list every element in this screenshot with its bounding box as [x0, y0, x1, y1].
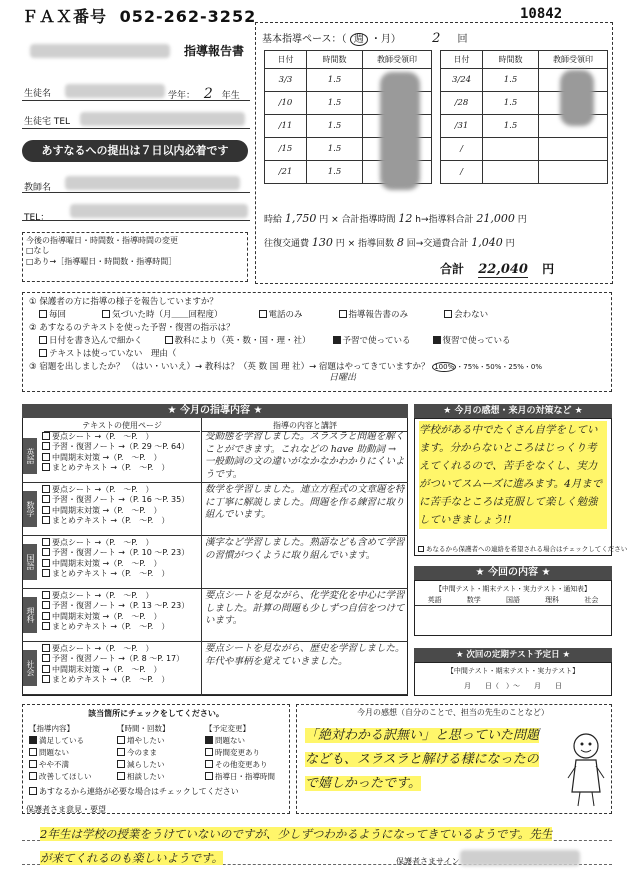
log-hours: 1.5 — [307, 138, 363, 161]
text-usage-item[interactable] — [42, 612, 200, 622]
pct-75[interactable]: 75% — [463, 363, 479, 371]
log-hours: 1.5 — [483, 69, 539, 92]
schedule-exists[interactable]: □あり→［指導曜日・時間数・指導時間］ — [26, 256, 177, 266]
base-pace-label: 基本指導ペース：（ — [262, 34, 347, 45]
q1-option[interactable] — [259, 309, 303, 322]
check-option-label: 改善してほしい — [39, 772, 92, 781]
text-usage-label: 中間期末対策 →（P. 〜P. ） — [52, 558, 162, 568]
row-divider — [22, 641, 408, 642]
exam-subject: 数学 — [454, 595, 493, 606]
text-usage-label: まとめテキスト →（P. 〜P. ） — [52, 569, 170, 579]
section-impression-title: 今月の感想・来月の対策など — [454, 406, 572, 416]
redacted-student-name — [65, 84, 165, 98]
log-header-date: 日付 — [441, 51, 483, 69]
text-usage-label: 中間期末対策 →（P. 〜P. ） — [52, 664, 162, 674]
checkbox[interactable] — [205, 760, 213, 768]
checkbox[interactable] — [29, 748, 37, 756]
mascot-icon — [566, 730, 606, 810]
question-1-options — [29, 309, 605, 322]
text-usage-item[interactable] — [42, 548, 200, 558]
impression-text: 学校がある中でたくさん自学をしています。分からないところはじっくり考えてくれるので、苦手をなくし、実力がついてスムーズに進みます。4月までに苦手なところは克服して楽しく勉強していきましょう!! — [419, 421, 607, 529]
base-pace-count: 2 — [432, 31, 441, 46]
check-option-label: 相談したい — [127, 772, 165, 781]
subject-comment: 数学を学習しました。連立方程式の文章題を特に丁寧に解説しました。問題を作る練習に取り組んでいます。 — [205, 484, 405, 520]
checkbox[interactable] — [42, 495, 50, 503]
log-date: / — [441, 138, 483, 161]
fax-header — [22, 4, 256, 27]
times-label: 円 × 指導回数 — [335, 239, 395, 249]
checkbox[interactable] — [42, 559, 50, 567]
section-this-month: ★ 今月の指導内容 ★ — [22, 404, 408, 418]
student-tel-label: 生徒宅 TEL — [24, 117, 71, 127]
column-divider — [201, 418, 202, 696]
yen: 円 — [517, 215, 527, 225]
q1-option[interactable] — [39, 309, 66, 322]
checkbox[interactable] — [29, 772, 37, 780]
text-usage-item[interactable] — [42, 591, 200, 601]
checkbox[interactable] — [42, 506, 50, 514]
subject-label: 英語 — [23, 438, 37, 474]
underline — [22, 220, 250, 221]
text-usage-label: まとめテキスト →（P. 〜P. ） — [52, 622, 170, 632]
exam-subject-table — [415, 595, 611, 628]
q2-option-5-label: テキストは使っていない 理由（ — [49, 349, 177, 359]
question-1-text: 保護者の方に指導の様子を報告していますか？ — [39, 297, 218, 307]
log-hours: 1.5 — [307, 161, 363, 184]
subject-comment: 要点シートを見ながら、歴史を学習しました。年代や事柄を覚えていきました。 — [205, 643, 405, 667]
transport-total: 1,040 — [471, 236, 503, 249]
check-column — [205, 723, 283, 783]
fee-line — [264, 212, 527, 225]
log-header-date: 日付 — [265, 51, 307, 69]
parent-sign-label: 保護者さまサイン — [396, 857, 460, 866]
q2-option-label: 予習で使っている — [342, 336, 411, 346]
log-row — [441, 138, 608, 161]
q2-option[interactable] — [433, 335, 511, 348]
fee-total: 21,000 — [476, 212, 515, 225]
checkbox[interactable] — [42, 675, 50, 683]
text-usage-label: 要点シート →（P. 〜P. ） — [52, 432, 154, 441]
checkbox[interactable] — [42, 569, 50, 577]
row-divider — [22, 694, 408, 695]
checkbox[interactable] — [205, 772, 213, 780]
log-hours — [483, 138, 539, 161]
check-option-label: 今のまま — [127, 748, 157, 757]
checkbox[interactable] — [42, 591, 50, 599]
impression-check[interactable] — [418, 544, 627, 553]
parent-comment-label: 保護者さま意見・要望 — [26, 805, 106, 814]
transport-value: 130 — [311, 236, 333, 249]
text-usage-list — [42, 591, 200, 633]
redacted-seal-left — [380, 72, 420, 190]
text-usage-item[interactable] — [42, 622, 200, 632]
schedule-box — [22, 232, 248, 282]
text-usage-item[interactable] — [42, 665, 200, 675]
row-divider — [22, 535, 408, 536]
log-seal — [539, 161, 608, 184]
underline — [22, 100, 250, 101]
check-option[interactable] — [205, 759, 283, 771]
question-3: ③ 宿題を出しましたか？ （はい・いいえ）→ 教科は？（英 数 国 理 社）→ 宿題はやってきていますか？ 100% ・75%・50%・25%・0% — [29, 362, 543, 372]
yen: 円 — [505, 239, 515, 249]
q2-option[interactable] — [39, 335, 143, 348]
grade-label-text: 学年： — [168, 91, 196, 101]
log-header-seal: 教師受領印 — [539, 51, 608, 69]
text-usage-item[interactable] — [42, 654, 200, 664]
log-hours — [483, 161, 539, 184]
q2-option-5[interactable] — [29, 348, 605, 361]
base-pace-week: 週 — [350, 33, 368, 46]
text-usage-item[interactable] — [42, 442, 200, 452]
check-option[interactable] — [29, 759, 107, 771]
checkbox[interactable] — [42, 654, 50, 662]
base-pace-unit: 回 — [457, 34, 468, 45]
section-next-exam: ★ 次回の定期テスト予定日 ★ — [414, 648, 612, 662]
text-usage-label: 中間期末対策 →（P. 〜P. ） — [52, 452, 162, 462]
check-option-label: 指導日・指導時間 — [215, 772, 275, 781]
redacted-parent-sign — [460, 850, 580, 866]
log-header-seal: 教師受領印 — [363, 51, 432, 69]
exam-subject: 国語 — [493, 595, 532, 606]
checkbox[interactable] — [117, 736, 125, 744]
text-usage-item[interactable] — [42, 506, 200, 516]
check-option[interactable] — [117, 759, 195, 771]
check-option[interactable] — [29, 747, 107, 759]
text-usage-list — [42, 485, 200, 527]
text-usage-label: 要点シート →（P. 〜P. ） — [52, 538, 154, 547]
check-option-label: その他変更あり — [215, 760, 268, 769]
impression-check-label: あなるから保護者への連絡を希望される場合はチェックしてください — [426, 545, 628, 553]
q3-pct: 100% ・75%・50%・25%・0% — [434, 363, 543, 371]
check-column — [29, 723, 107, 783]
checkbox[interactable] — [29, 760, 37, 768]
checkbox[interactable] — [117, 748, 125, 756]
question-2-text: あすなるのテキストを使った予習・復習の指示は？ — [39, 323, 235, 333]
text-usage-label: 予習・復習ノート →（P. 16 〜P. 35） — [52, 495, 190, 505]
row-divider — [22, 482, 408, 483]
text-col-header: テキストの使用ページ — [44, 420, 200, 432]
text-usage-item[interactable] — [42, 516, 200, 526]
log-hours: 1.5 — [307, 92, 363, 115]
q1-option-label: 電話のみ — [268, 310, 303, 320]
underline — [22, 192, 250, 193]
subject-comment: 要点シートを見ながら、化学変化を中心に学習しました。計算の問題も少しずつ自信をつけています。 — [205, 590, 405, 626]
schedule-title: 今後の指導曜日・時間数・指導時間の変更 — [26, 236, 178, 245]
text-usage-list — [42, 644, 200, 686]
base-pace — [262, 30, 468, 46]
check-option-label: 満足している — [39, 736, 84, 745]
times-value: 8 — [396, 236, 404, 249]
subject-label: 数学 — [23, 491, 37, 527]
grade-value: 2 — [203, 86, 213, 102]
fax-label: ＦＡＸ番号 — [22, 7, 108, 26]
check-option[interactable] — [117, 747, 195, 759]
grand-label: 合計 — [440, 262, 465, 276]
impression-box — [414, 418, 612, 556]
checkbox[interactable] — [42, 453, 50, 461]
text-usage-label: まとめテキスト →（P. 〜P. ） — [52, 463, 170, 473]
text-usage-label: 要点シート →（P. 〜P. ） — [52, 485, 154, 494]
check-column-title: 【指導内容】 — [29, 724, 74, 733]
times-unit: 回→交通費合計 — [406, 239, 469, 249]
checkbox[interactable] — [117, 760, 125, 768]
text-usage-label: 要点シート →（P. 〜P. ） — [52, 644, 154, 653]
check-option[interactable] — [117, 771, 195, 783]
checkbox[interactable] — [42, 665, 50, 673]
q1-option[interactable] — [339, 309, 409, 322]
check-option-label: 減らしたい — [127, 760, 165, 769]
check-contact[interactable] — [29, 786, 283, 797]
text-usage-label: 予習・復習ノート →（P. 8 〜P. 17） — [52, 654, 185, 664]
redacted-student-tel — [80, 112, 245, 126]
subject-comment: 漢字など学習しました。熟語なども含めて学習の習慣がつくように取り組んでいます。 — [205, 537, 405, 561]
grand-total-line — [440, 260, 554, 277]
underline — [22, 128, 250, 129]
check-option[interactable] — [205, 771, 283, 783]
student-name-label: 生徒名 — [24, 89, 52, 99]
total-hours-value: 12 — [398, 212, 413, 225]
check-box — [22, 704, 290, 814]
exam-labels: 【中間テスト・期末テスト・実力テスト・通知表】 — [435, 585, 591, 593]
log-row — [441, 161, 608, 184]
subject-comment: 受動態を学習しました。スラスラと問題を解くことができます。これなどの have 助動詞 → 一般動詞の文の違いがなかなかわかりにくいようです。 — [205, 431, 405, 480]
checkbox[interactable] — [205, 748, 213, 756]
log-date: 3/3 — [265, 69, 307, 92]
text-usage-item[interactable] — [42, 601, 200, 611]
text-usage-item[interactable] — [42, 485, 200, 495]
checkbox[interactable] — [205, 736, 213, 744]
total-hours-label: 円 × 合計指導時間 — [319, 215, 396, 225]
question-2: ② あすなるのテキストを使った予習・復習の指示は？ — [29, 323, 235, 333]
text-usage-item[interactable] — [42, 463, 200, 473]
check-columns — [29, 723, 283, 783]
section-impression: ★ 今月の感想・来月の対策など ★ — [414, 404, 612, 418]
q2-option-label: 復習で使っている — [442, 336, 511, 346]
exam-subject: 理科 — [533, 595, 572, 606]
text-usage-label: 中間期末対策 →（P. 〜P. ） — [52, 505, 162, 515]
base-pace-month: ・月） — [370, 34, 401, 45]
text-usage-item[interactable] — [42, 675, 200, 685]
grade-suffix: 年生 — [221, 91, 240, 101]
checkbox[interactable] — [42, 538, 50, 546]
grand-total: 22,040 — [478, 262, 528, 277]
redacted-seal-right — [560, 70, 594, 126]
next-exam-box — [414, 662, 612, 696]
text-usage-item[interactable] — [42, 495, 200, 505]
log-date: /15 — [265, 138, 307, 161]
subject-label: 国語 — [23, 544, 37, 580]
checkbox[interactable] — [42, 432, 50, 440]
pct-100[interactable]: 100% — [434, 363, 455, 371]
check-option-label: 増やしたい — [127, 736, 165, 745]
transport-label: 往復交通費 — [264, 239, 310, 249]
text-usage-label: 要点シート →（P. 〜P. ） — [52, 591, 154, 600]
q2-option-label: 教科により（英・数・国・理・社） — [174, 336, 311, 346]
this-month-q: 今月の感想（自分のことで、担当の先生のことなど） — [357, 708, 549, 717]
log-date: /28 — [441, 92, 483, 115]
checkbox[interactable] — [42, 644, 50, 652]
log-hours: 1.5 — [307, 115, 363, 138]
log-date: 3/24 — [441, 69, 483, 92]
check-contact-label: あすなるから連絡が必要な場合はチェックしてください — [39, 787, 239, 796]
question-1: ① 保護者の方に指導の様子を報告していますか？ — [29, 297, 218, 307]
redacted-teacher-name — [65, 176, 240, 190]
q1-option-label: 毎回 — [49, 310, 67, 320]
text-usage-label: まとめテキスト →（P. 〜P. ） — [52, 516, 170, 526]
q1-option[interactable] — [444, 309, 488, 322]
question-3-options: （はい・いいえ）→ 教科は？（英 数 国 理 社）→ 宿題はやってきていますか？ — [127, 362, 430, 372]
checkbox[interactable] — [29, 736, 37, 744]
pct-0[interactable]: 0% — [530, 363, 543, 371]
check-column — [117, 723, 195, 783]
q1-option-label: 会わない — [454, 310, 489, 320]
pct-25[interactable]: 25% — [508, 363, 524, 371]
fee-label: h→指導料合計 — [415, 215, 474, 225]
next-exam-date: 月 日（ ）〜 月 日 — [464, 682, 562, 690]
check-column-title: 【時間・回数】 — [117, 724, 170, 733]
check-option-label: 問題ない — [39, 748, 69, 757]
check-option-label: やや不満 — [39, 760, 69, 769]
checkbox[interactable] — [42, 463, 50, 471]
log-date: /21 — [265, 161, 307, 184]
q2-option[interactable] — [165, 335, 311, 348]
q2-option-label: 日付を書き込んで細かく — [49, 336, 143, 346]
schedule-none[interactable]: □なし — [26, 246, 50, 256]
student-comment-text: 「絶対わかる訳無い」と思っていた問題なども、スラスラと解ける様になったので嬉しかったです。 — [305, 728, 540, 791]
next-exam-labels: 【中間テスト・期末テスト・実力テスト】 — [446, 667, 580, 675]
section-next-month: ★ 今回の内容 ★ — [414, 566, 612, 580]
q1-option-label: 気づいた時（月＿＿回程度） — [112, 310, 223, 320]
text-usage-item[interactable] — [42, 559, 200, 569]
text-usage-label: 予習・復習ノート →（P. 13 〜P. 23） — [52, 601, 190, 611]
section-this-month-title: 今月の指導内容 — [180, 405, 250, 416]
log-seal — [539, 138, 608, 161]
q3-note: 日曜出 — [329, 373, 357, 383]
text-usage-item[interactable] — [42, 432, 200, 442]
text-usage-item[interactable] — [42, 644, 200, 654]
checkbox[interactable] — [42, 516, 50, 524]
check-title: 該当箇所にチェックをしてください。 — [88, 709, 224, 718]
student-comment — [297, 720, 611, 796]
check-option[interactable] — [29, 771, 107, 783]
question-3-text: 宿題を出しましたか？ — [39, 362, 125, 372]
rate-value: 1,750 — [284, 212, 317, 225]
content-col-header: 指導の内容と講評 — [202, 420, 408, 432]
questions-box — [22, 292, 612, 392]
log-hours: 1.5 — [307, 69, 363, 92]
exam-results-box — [414, 580, 612, 636]
checkbox[interactable] — [42, 601, 50, 609]
log-header-hours: 時間数 — [483, 51, 539, 69]
text-usage-label: 予習・復習ノート →（P. 10 〜P. 23） — [52, 548, 190, 558]
text-usage-label: まとめテキスト →（P. 〜P. ） — [52, 675, 170, 685]
log-hours: 1.5 — [483, 115, 539, 138]
text-usage-list — [42, 538, 200, 580]
subject-label: 社会 — [23, 650, 37, 686]
exam-subject: 社会 — [572, 595, 611, 606]
log-hours: 1.5 — [483, 92, 539, 115]
text-usage-item[interactable] — [42, 453, 200, 463]
log-date: /10 — [265, 92, 307, 115]
log-date: /31 — [441, 115, 483, 138]
checkbox[interactable] — [42, 548, 50, 556]
exam-subject: 英語 — [415, 595, 454, 606]
q2-option[interactable] — [333, 335, 411, 348]
teacher-name-label: 教師名 — [24, 183, 52, 193]
q1-option[interactable] — [102, 309, 223, 322]
checkbox[interactable] — [42, 485, 50, 493]
checkbox[interactable] — [42, 612, 50, 620]
student-comment-box — [296, 704, 612, 814]
check-option-label: 問題ない — [215, 736, 245, 745]
teacher-tel-label: TEL： — [24, 213, 50, 223]
notice-banner: あすなるへの提出は７日以内必着です — [22, 140, 248, 162]
pct-50[interactable]: 50% — [485, 363, 502, 371]
log-date: /11 — [265, 115, 307, 138]
check-column-title: 【予定変更】 — [205, 724, 250, 733]
check-option[interactable] — [117, 735, 195, 747]
fax-number: 052-262-3252 — [119, 7, 257, 26]
serial-number: 10842 — [520, 6, 563, 22]
text-usage-item[interactable] — [42, 569, 200, 579]
text-usage-label: 中間期末対策 →（P. 〜P. ） — [52, 611, 162, 621]
check-option-label: 時間変更あり — [215, 748, 260, 757]
q1-option-label: 指導報告書のみ — [348, 310, 409, 320]
doc-title: 指導報告書 — [184, 44, 245, 58]
yen: 円 — [542, 262, 555, 276]
check-option[interactable] — [205, 735, 283, 747]
next-month-title: 今回の内容 — [488, 567, 538, 578]
row-divider — [22, 588, 408, 589]
log-date: / — [441, 161, 483, 184]
next-exam-title: 次回の定期テスト予定日 — [466, 650, 560, 660]
text-usage-label: 予習・復習ノート →（P. 29 〜P. 64） — [52, 442, 190, 452]
redacted-header-name — [30, 44, 170, 58]
log-header-hours: 時間数 — [307, 51, 363, 69]
check-option[interactable] — [205, 747, 283, 759]
transport-line — [264, 236, 515, 249]
parent-comment-text: 2年生は学校の授業をうけていないのですが、少しずつわかるようになってきているようです。先生が来てくれるのも楽しいようです。 — [40, 827, 553, 865]
text-usage-item[interactable] — [42, 538, 200, 548]
text-usage-list — [42, 432, 200, 474]
subject-label: 理科 — [23, 597, 37, 633]
question-2-options — [29, 335, 605, 348]
redacted-teacher-tel — [70, 204, 248, 218]
checkbox[interactable] — [42, 622, 50, 630]
check-option[interactable] — [29, 735, 107, 747]
rate-label: 時給 — [264, 215, 283, 225]
checkbox[interactable] — [117, 772, 125, 780]
checkbox[interactable] — [42, 442, 50, 450]
